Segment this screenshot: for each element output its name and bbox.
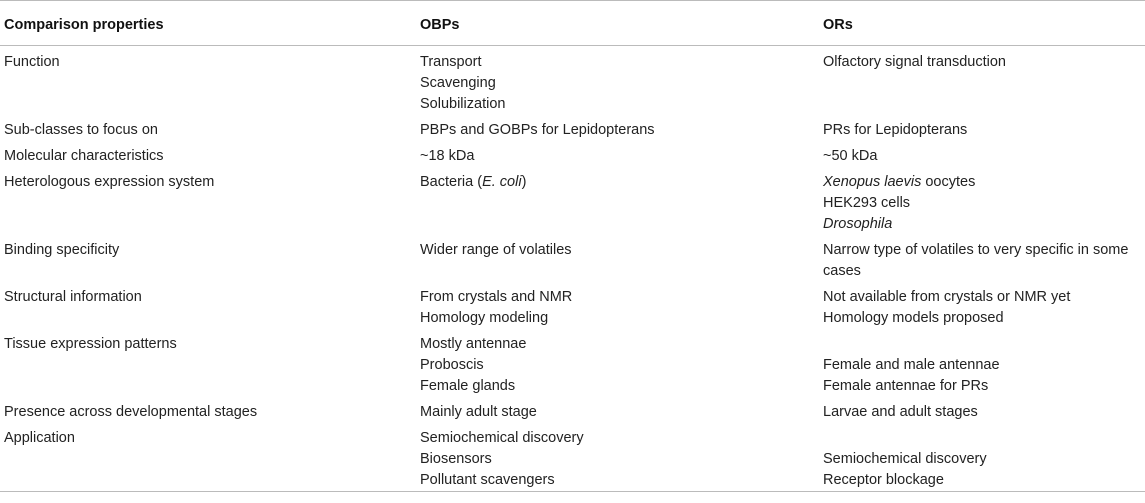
vertical-spacer bbox=[823, 428, 1145, 449]
obps-italic-text: E. coli bbox=[482, 174, 522, 190]
obps-line: Wider range of volatiles bbox=[420, 242, 572, 258]
obps-cell bbox=[416, 283, 816, 330]
obps-cell bbox=[416, 142, 816, 168]
table-row bbox=[0, 330, 1145, 398]
table-body bbox=[0, 46, 1145, 492]
obps-cell bbox=[416, 398, 816, 424]
header-obps: OBPs bbox=[416, 1, 816, 46]
ors-line: Receptor blockage bbox=[823, 472, 944, 488]
ors-cell bbox=[816, 116, 1145, 142]
table-row bbox=[0, 142, 1145, 168]
obps-cell bbox=[416, 168, 816, 236]
property-cell: Molecular characteristics bbox=[4, 148, 164, 164]
obps-text: ) bbox=[521, 174, 527, 190]
table-row bbox=[0, 283, 1145, 330]
ors-line: HEK293 cells bbox=[823, 195, 911, 211]
obps-cell bbox=[416, 424, 816, 492]
ors-line: PRs for Lepidopterans bbox=[823, 122, 968, 138]
obps-line: Semiochemical discovery bbox=[420, 430, 584, 446]
obps-line: Transport bbox=[420, 54, 482, 70]
ors-cell bbox=[816, 236, 1145, 283]
obps-line: From crystals and NMR bbox=[420, 289, 573, 305]
ors-line: Narrow type of volatiles to very specific in some cases bbox=[823, 242, 1129, 279]
obps-line: Proboscis bbox=[420, 357, 484, 373]
ors-line: Drosophila bbox=[823, 216, 893, 232]
obps-line: Solubilization bbox=[420, 96, 506, 112]
ors-cell bbox=[816, 424, 1145, 492]
ors-cell bbox=[816, 168, 1145, 236]
ors-line: Female and male antennae bbox=[823, 357, 1000, 373]
table-row bbox=[0, 236, 1145, 283]
obps-line: ~18 kDa bbox=[420, 148, 475, 164]
header-row bbox=[0, 1, 1145, 46]
obps-line bbox=[420, 172, 816, 193]
property-cell: Application bbox=[4, 430, 75, 446]
obps-line: Scavenging bbox=[420, 75, 496, 91]
table-header bbox=[0, 1, 1145, 46]
ors-line bbox=[823, 172, 1145, 193]
header-comparison-properties: Comparison properties bbox=[0, 1, 416, 46]
property-cell: Tissue expression patterns bbox=[4, 336, 177, 352]
ors-line: Homology models proposed bbox=[823, 310, 1004, 326]
ors-cell bbox=[816, 142, 1145, 168]
obps-line: Pollutant scavengers bbox=[420, 472, 555, 488]
table-row bbox=[0, 398, 1145, 424]
property-cell: Structural information bbox=[4, 289, 142, 305]
ors-line: Semiochemical discovery bbox=[823, 451, 987, 467]
obps-line: Homology modeling bbox=[420, 310, 549, 326]
obps-line: Female glands bbox=[420, 378, 516, 394]
obps-cell bbox=[416, 46, 816, 117]
obps-line: PBPs and GOBPs for Lepidopterans bbox=[420, 122, 655, 138]
table-row bbox=[0, 116, 1145, 142]
property-cell: Heterologous expression system bbox=[4, 174, 215, 190]
obps-cell bbox=[416, 236, 816, 283]
obps-text: Bacteria ( bbox=[420, 174, 483, 190]
ors-line: ~50 kDa bbox=[823, 148, 878, 164]
ors-cell bbox=[816, 283, 1145, 330]
header-ors: ORs bbox=[816, 1, 1145, 46]
property-cell: Function bbox=[4, 54, 60, 70]
obps-line: Biosensors bbox=[420, 451, 492, 467]
obps-line: Mainly adult stage bbox=[420, 404, 537, 420]
ors-line: Olfactory signal transduction bbox=[823, 54, 1006, 70]
table-row bbox=[0, 168, 1145, 236]
ors-text: oocytes bbox=[921, 174, 976, 190]
vertical-spacer bbox=[823, 334, 1145, 355]
ors-line: Female antennae for PRs bbox=[823, 378, 989, 394]
obps-cell bbox=[416, 330, 816, 398]
ors-line: Not available from crystals or NMR yet bbox=[823, 289, 1071, 305]
table-row bbox=[0, 424, 1145, 492]
ors-cell bbox=[816, 46, 1145, 117]
property-cell: Presence across developmental stages bbox=[4, 404, 258, 420]
property-cell: Binding specificity bbox=[4, 242, 120, 258]
ors-cell bbox=[816, 398, 1145, 424]
ors-line: Larvae and adult stages bbox=[823, 404, 978, 420]
property-cell: Sub-classes to focus on bbox=[4, 122, 158, 138]
obps-cell bbox=[416, 116, 816, 142]
ors-cell bbox=[816, 330, 1145, 398]
obps-line: Mostly antennae bbox=[420, 336, 527, 352]
ors-italic-text: Xenopus laevis bbox=[823, 174, 922, 190]
table-row bbox=[0, 46, 1145, 117]
